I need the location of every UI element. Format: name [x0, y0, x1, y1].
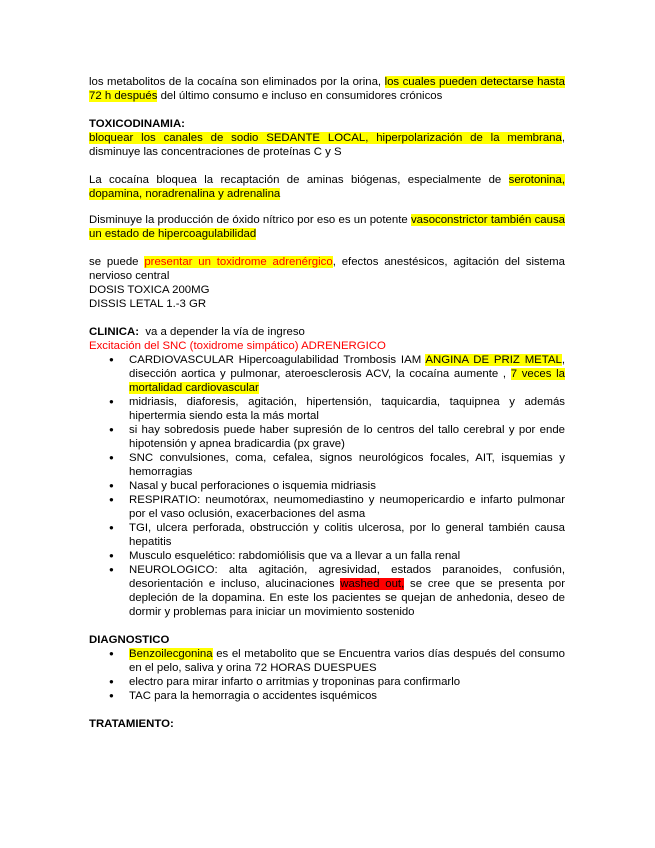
- list-item: ● TGI, ulcera perforada, obstrucción y colitis ulcerosa, por lo general también causa hepatitis: [129, 521, 565, 549]
- diagnostico-heading: DIAGNOSTICO: [89, 634, 170, 646]
- list-item: ● midriasis, diaforesis, agitación, hipertensión, taquicardia, taquipnea y además hipertermia siendo esta la más mortal: [129, 395, 565, 423]
- list-item: ● si hay sobredosis puede haber supresión de lo centros del tallo cerebral y por ende hipotensión y apnea bradicardia (px grave): [129, 423, 565, 451]
- body-text: Disminuye la producción de óxido nítrico por eso es un potente: [89, 214, 411, 226]
- highlight-text: Benzoilecgonina: [129, 648, 213, 660]
- clinica-heading-rest: va a depender la vía de ingreso: [138, 326, 305, 338]
- list-item: ● TAC para la hemorragia o accidentes isquémicos: [129, 689, 565, 703]
- toxicodinamia-p2: [89, 173, 565, 201]
- body-text: NEUROLOGICO: alta agitación, agresividad, estados paranoides, confusión, desorientación e incluso, alucinaciones: [129, 564, 565, 590]
- body-text: , efectos anestésicos, agitación del sistema nervioso central: [89, 256, 565, 282]
- toxicodinamia-p1: [89, 131, 565, 159]
- body-text: , disección aortica y pulmonar, ateroesclerosis ACV, la cocaína aumente ,: [129, 354, 565, 380]
- list-item: [129, 353, 565, 395]
- body-text: se cree que se presenta por depleción de la dopamina. En este los pacientes se quejan de anhedonia, deseo de dormir y problemas para iniciar un movimiento sostenido: [129, 578, 565, 618]
- highlight-text: serotonina, dopamina, noradrenalina y adrenalina: [89, 174, 565, 200]
- body-text: es el metabolito que se Encuentra varios días después del consumo en el pelo, saliva y orina 72 HORAS DUESPUES: [129, 648, 565, 674]
- list-item: ● RESPIRATIO: neumotórax, neumomediastino y neumopericardio e infarto pulmonar por el vaso oclusión, exacerbaciones del asma: [129, 493, 565, 521]
- intro-text-end: del último consumo e incluso en consumidores crónicos: [157, 90, 443, 102]
- toxicodinamia-heading: TOXICODINAMIA:: [89, 118, 185, 130]
- toxicodinamia-p3: [89, 213, 565, 241]
- red-background-text: washed out,: [340, 578, 405, 590]
- diagnostico-list: [89, 647, 565, 703]
- highlight-text: vasoconstrictor también causa un estado de hipercoagulabilidad: [89, 214, 565, 240]
- body-text: , disminuye las concentraciones de proteínas C y S: [89, 132, 565, 158]
- clinica-list: [89, 353, 565, 619]
- body-text: CARDIOVASCULAR Hipercoagulabilidad Trombosis IAM: [129, 354, 426, 366]
- body-text: La cocaína bloquea la recaptación de aminas biógenas, especialmente de: [89, 174, 509, 186]
- clinica-heading-line: [89, 325, 565, 339]
- list-item: [129, 647, 565, 675]
- dosis-letal: DISSIS LETAL 1.-3 GR: [89, 298, 207, 310]
- highlight-text: bloquear los canales de sodio SEDANTE LOCAL, hiperpolarización de la membrana: [89, 132, 562, 144]
- body-text: se puede: [89, 256, 145, 268]
- list-item: ● Musculo esquelético: rabdomiólisis que va a llevar a un falla renal: [129, 549, 565, 563]
- intro-paragraph: [89, 75, 565, 103]
- tratamiento-heading: TRATAMIENTO:: [89, 718, 174, 730]
- list-item: ● SNC convulsiones, coma, cefalea, signos neurológicos focales, AIT, isquemias y hemorragias: [129, 451, 565, 479]
- clinica-heading: CLINICA:: [89, 326, 139, 338]
- toxicodinamia-p4: [89, 255, 565, 283]
- intro-highlight: los cuales pueden detectarse hasta 72 h después: [89, 76, 565, 102]
- dosis-toxica: DOSIS TOXICA 200MG: [89, 284, 210, 296]
- highlight-text: 7 veces la mortalidad cardiovascular: [129, 368, 565, 394]
- document-page: [89, 75, 565, 731]
- red-highlight-text: presentar un toxidrome adrenérgico: [144, 256, 333, 268]
- list-item: ● electro para mirar infarto o arritmias y troponinas para confirmarlo: [129, 675, 565, 689]
- clinica-subheading: Excitación del SNC (toxidrome simpático) ADRENERGICO: [89, 340, 386, 352]
- intro-text: los metabolitos de la cocaína son eliminados por la orina,: [89, 76, 385, 88]
- highlight-text: ANGINA DE PRIZ METAL: [425, 354, 562, 366]
- list-item: [129, 563, 565, 619]
- list-item: ● Nasal y bucal perforaciones o isquemia midriasis: [129, 479, 565, 493]
